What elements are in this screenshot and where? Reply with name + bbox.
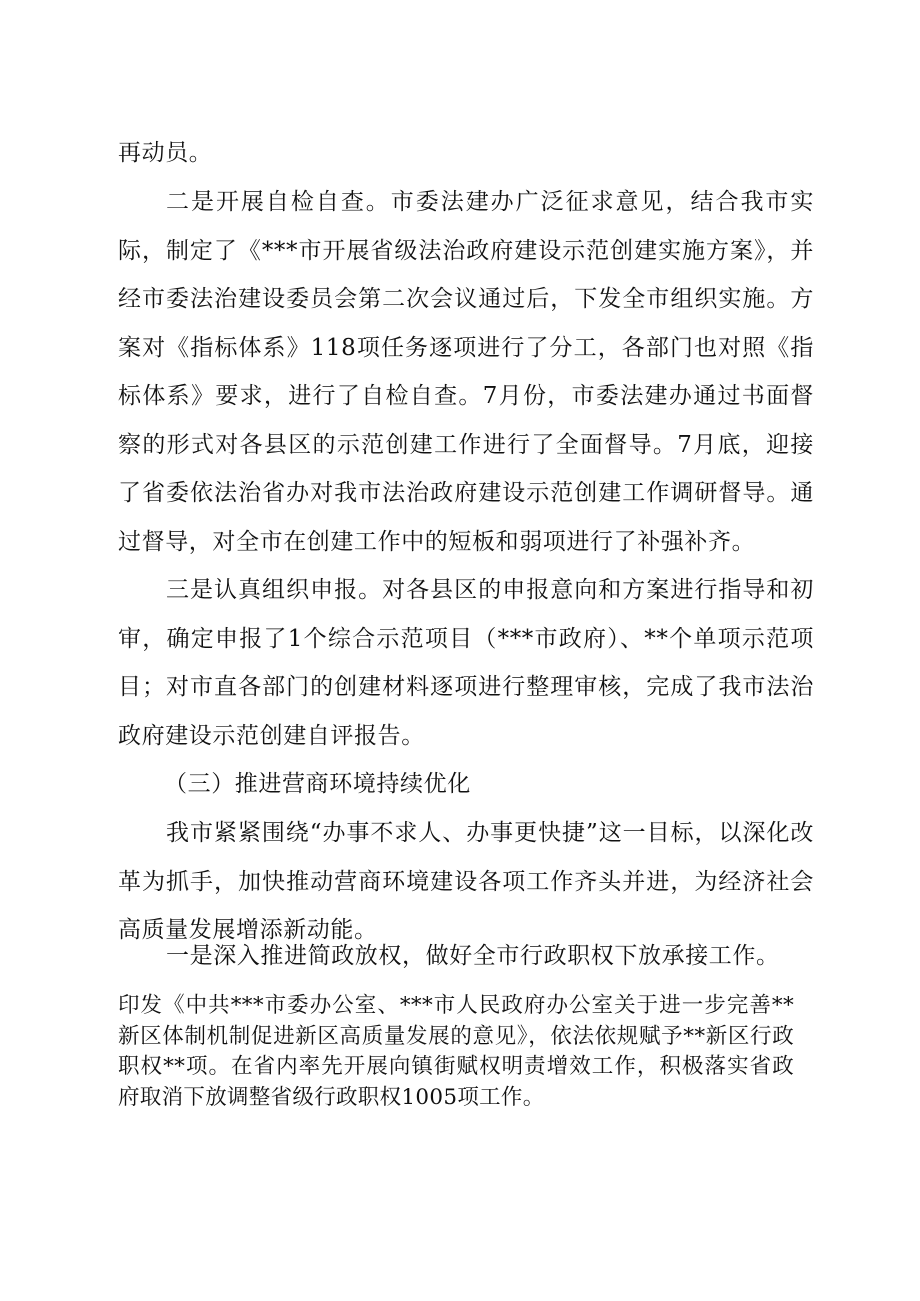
paragraph-decentralization-lead: 一是深入推进简政放权，做好全市行政职权下放承接工作。 [166, 943, 780, 969]
paragraph-continuation: 再动员。 [118, 140, 213, 166]
paragraph-decentralization-detail: 印发《中共***市委办公室、***市人民政府办公室关于进一步完善**新区体制机制促进新区高质量发展的意见》，依法依规赋予**新区行政职权**项。在省内率先开展向镇街赋权明责增效工作，积极落实省政府取消下放调整省级行政职权1005项工作。 [118, 993, 794, 1110]
paragraph-business-environment: 我市紧紧围绕“办事不求人、办事更快捷”这一目标，以深化改革为抓手，加快推动营商环境建设各项工作齐头并进，为经济社会高质量发展增添新动能。 [118, 820, 814, 943]
section-heading: （三）推进营商环境持续优化 [164, 771, 471, 797]
paragraph-self-inspection: 二是开展自检自查。市委法建办广泛征求意见，结合我市实际，制定了《***市开展省级法治政府建设示范创建实施方案》，并经市委法治建设委员会第二次会议通过后，下发全市组织实施。方案对《指标体系》118项任务逐项进行了分工，各部门也对照《指标体系》要求，进行了自检自查。7月份，市委法建办通过书面督察的形式对各县区的示范创建工作进行了全面督导。7月底，迎接了省委依法治省办对我市法治政府建设示范创建工作调研督导。通过督导，对全市在创建工作中的短板和弱项进行了补强补齐。 [118, 189, 814, 555]
paragraph-application: 三是认真组织申报。对各县区的申报意向和方案进行指导和初审，确定申报了1个综合示范项目（***市政府）、**个单项示范项目；对市直各部门的创建材料逐项进行整理审核，完成了我市法治政府建设示范创建自评报告。 [118, 577, 814, 749]
